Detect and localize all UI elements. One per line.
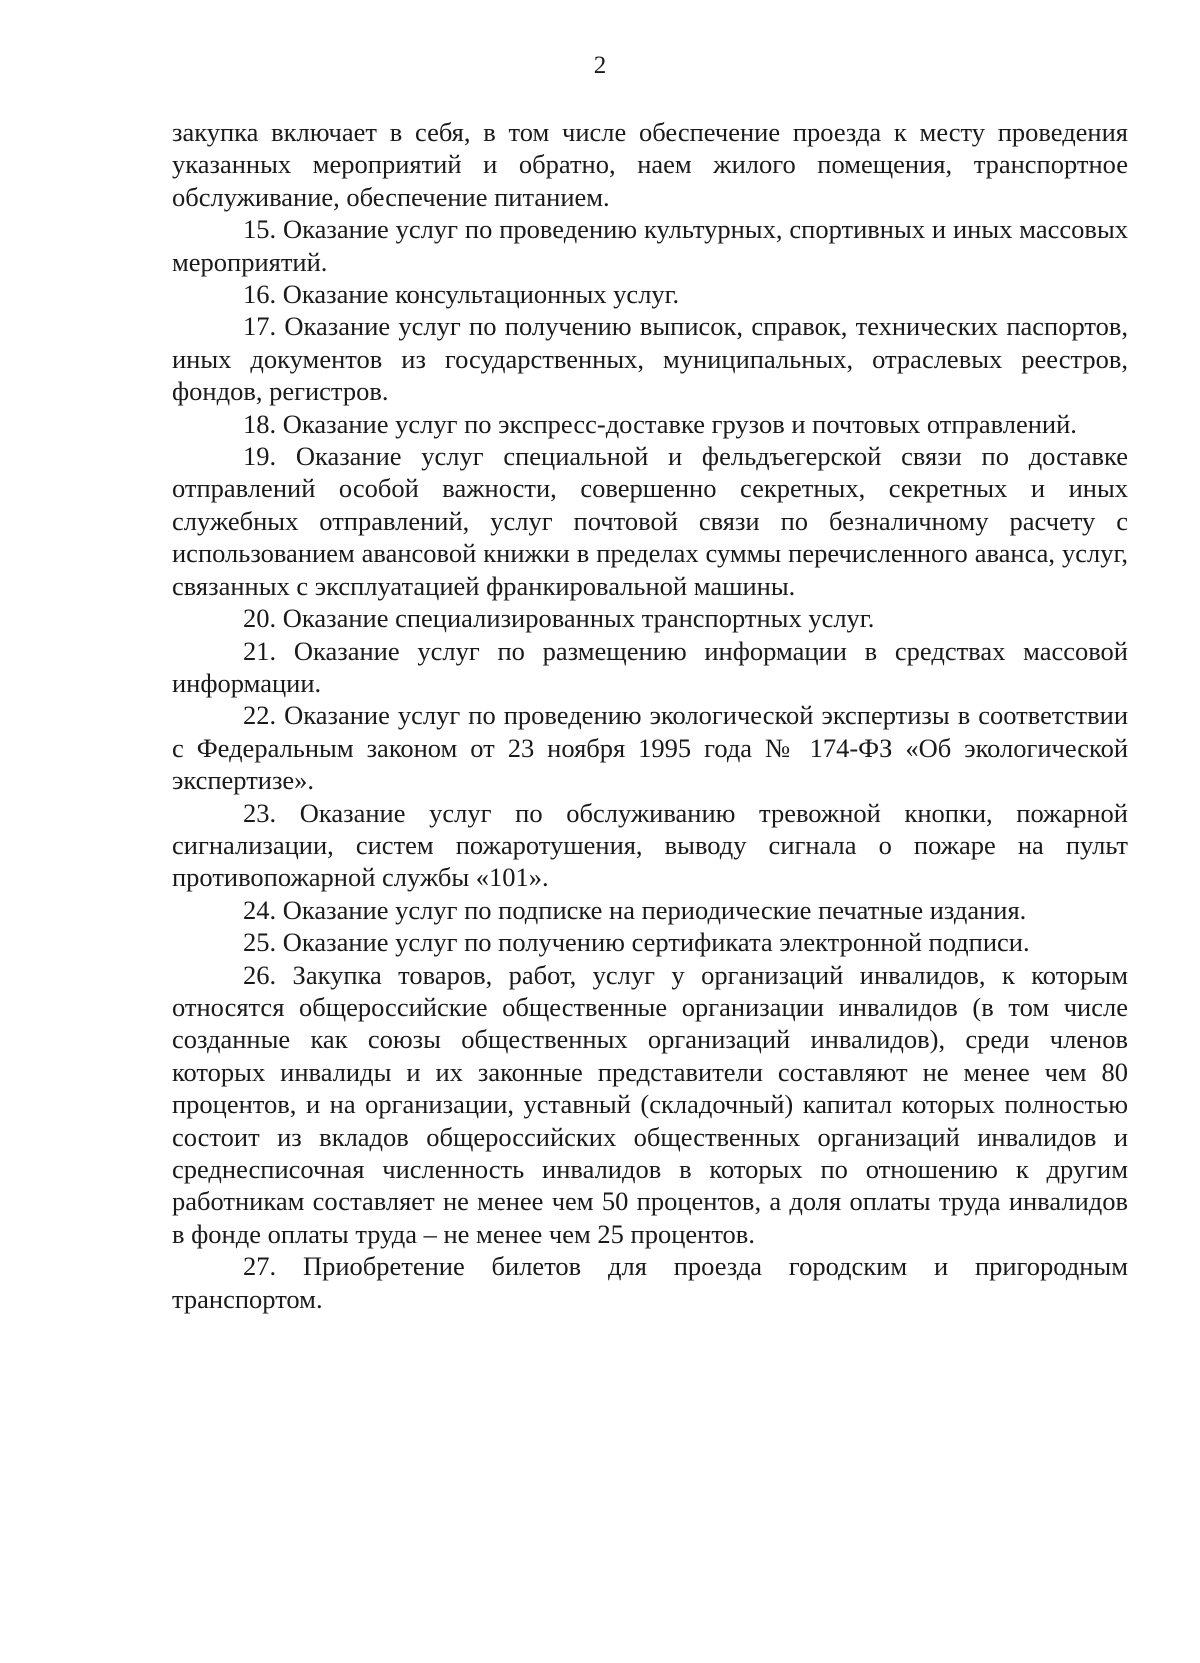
list-item-24: 24. Оказание услуг по подписке на периодические печатные издания. bbox=[243, 894, 1027, 925]
list-item-15: 15. Оказание услуг по проведению культурных, спортивных и иных массовых мероприятий. bbox=[172, 214, 1128, 277]
list-item-18: 18. Оказание услуг по экспресс-доставке грузов и почтовых отправлений. bbox=[243, 408, 1077, 439]
paragraph-continuation: закупка включает в себя, в том числе обеспечение проезда к месту проведения указанных мероприятий и обратно, наем жилого помещения, транспортное обслуживание, обеспечение питанием. bbox=[172, 117, 1128, 212]
list-item-16: 16. Оказание консультационных услуг. bbox=[243, 279, 680, 310]
list-item-25: 25. Оказание услуг по получению сертификата электронной подписи. bbox=[243, 927, 1030, 958]
page-number: 2 bbox=[593, 52, 607, 79]
list-item-26: 26. Закупка товаров, работ, услуг у организаций инвалидов, к которым относятся общероссийские общественные организации инвалидов (в том числе созданные как союзы общественных организаций инвалидов), среди членов которых инвалиды и их законные представители составляют не менее чем 80 процентов, и на организации, уставный (складочный) капитал которых полностью состоит из вкладов общероссийских общественных организаций инвалидов и среднесписочная численность инвалидов в которых по отношению к другим работникам составляет не менее чем 50 процентов, а доля оплаты труда инвалидов в фонде оплаты труда – не менее чем 25 процентов. bbox=[172, 959, 1128, 1249]
list-item-20: 20. Оказание специализированных транспортных услуг. bbox=[243, 603, 875, 634]
list-item-21: 21. Оказание услуг по размещению информации в средствах массовой информации. bbox=[172, 635, 1128, 698]
list-item-27: 27. Приобретение билетов для проезда городским и пригородным транспортом. bbox=[172, 1251, 1128, 1314]
list-item-23: 23. Оказание услуг по обслуживанию тревожной кнопки, пожарной сигнализации, систем пожаротушения, выводу сигнала о пожаре на пульт противопожарной службы «101». bbox=[172, 797, 1128, 893]
list-item-17: 17. Оказание услуг по получению выписок, справок, технических паспортов, иных документов из государственных, муниципальных, отраслевых реестров, фондов, регистров. bbox=[172, 311, 1128, 407]
list-item-19: 19. Оказание услуг специальной и фельдъегерской связи по доставке отправлений особой важности, совершенно секретных, секретных и иных служебных отправлений, услуг почтовой связи по безналичному расчету с использованием авансовой книжки в пределах суммы перечисленного аванса, услуг, связанных с эксплуатацией франкировальной машины. bbox=[172, 441, 1128, 601]
list-item-22: 22. Оказание услуг по проведению экологической экспертизы в соответствии с Федеральным законом от 23 ноября 1995 года № 174-ФЗ «Об экологической экспертизе». bbox=[172, 700, 1128, 796]
document-body bbox=[172, 116, 1128, 1315]
